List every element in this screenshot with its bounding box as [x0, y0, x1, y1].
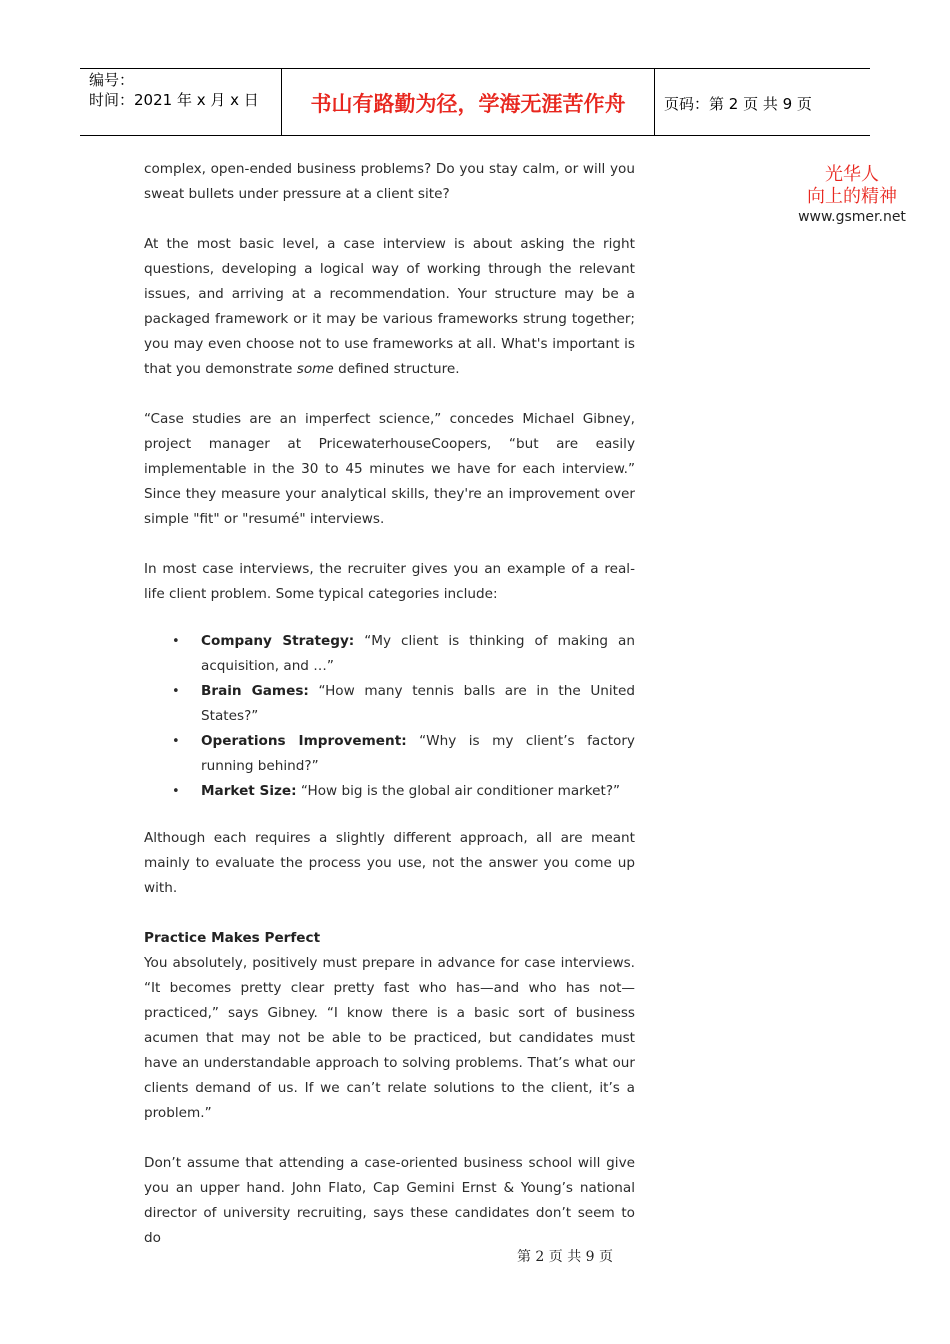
- page-footer: 第 2 页 共 9 页: [516, 1249, 614, 1265]
- list-item: [144, 729, 635, 779]
- bullet-icon: •: [172, 634, 180, 649]
- section-heading: Practice Makes Perfect: [144, 930, 321, 946]
- header-divider-right: [654, 68, 655, 136]
- header-motto: 书山有路勤为径，学海无涯苦作舟: [310, 91, 626, 116]
- paragraph-2-emphasis: some: [296, 361, 334, 377]
- list-item-term: Operations Improvement:: [201, 733, 407, 749]
- document-body: [144, 157, 635, 1251]
- brand-logo: [798, 164, 906, 226]
- list-item: [144, 779, 635, 804]
- list-item-text: “My client is thinking of making an acquisition, and …”: [201, 633, 635, 674]
- paragraph-4: In most case interviews, the recruiter gives you an example of a real-life client problem. Some typical categories include:: [144, 561, 635, 602]
- bullet-icon: •: [172, 734, 180, 749]
- date-label: 时间：2021 年 x 月 x 日: [89, 91, 259, 109]
- list-item: [144, 629, 635, 679]
- list-item-term: Brain Games:: [201, 683, 309, 699]
- brand-url: www.gsmer.net: [798, 209, 906, 225]
- paragraph-3: “Case studies are an imperfect science,” concedes Michael Gibney, project manager at PricewaterhouseCoopers, “but are easily implementable in the 30 to 45 minutes we have for each interview.” Since they measure your analytical skills, they're an improvement over simple "fit" or "resumé" interviews.: [144, 411, 635, 527]
- paragraph-1: complex, open-ended business problems? Do you stay calm, or will you sweat bullets under pressure at a client site?: [144, 161, 635, 202]
- list-item-text: “How big is the global air conditioner market?”: [296, 783, 621, 799]
- paragraph-2-text: At the most basic level, a case interview is about asking the right questions, developing a logical way of working through the relevant issues, and arriving at a recommendation. Your structure may be a packaged framework or it may be various frameworks strung together; you may even choose not to use frameworks at all. What's important is that you demonstrate: [144, 236, 635, 377]
- list-item-term: Market Size:: [201, 783, 297, 799]
- header-info: [89, 70, 259, 110]
- bullet-icon: •: [172, 784, 180, 799]
- header-bottom-rule: [80, 135, 870, 136]
- paragraph-2: [144, 232, 635, 382]
- list-item-text: “How many tennis balls are in the United States?”: [201, 683, 635, 724]
- paragraph-7: Don’t assume that attending a case-oriented business school will give you an upper hand. John Flato, Cap Gemini Ernst & Young’s national director of university recruiting, says these candidates don’t seem to do: [144, 1155, 635, 1246]
- paragraph-6: You absolutely, positively must prepare in advance for case interviews. “It becomes pretty clear pretty fast who has—and who has not—practiced,” says Gibney. “I know there is a basic sort of business acumen that may not be able to be practiced, but candidates must have an understandable approach to solving problems. That’s what our clients demand of us. If we can’t relate solutions to the client, it’s a problem.”: [144, 955, 635, 1121]
- header-page-label: 页码：第 2 页 共 9 页: [664, 95, 812, 113]
- category-list: [144, 629, 635, 804]
- brand-line-2: 向上的精神: [807, 186, 897, 207]
- paragraph-5: Although each requires a slightly different approach, all are meant mainly to evaluate the process you use, not the answer you come up with.: [144, 830, 635, 896]
- list-item-term: Company Strategy:: [201, 633, 355, 649]
- bullet-icon: •: [172, 684, 180, 699]
- serial-label: 编号：: [89, 71, 135, 89]
- paragraph-2-tail: defined structure.: [333, 361, 460, 377]
- header-top-rule: [80, 68, 870, 69]
- list-item-text: “Why is my client’s factory running behind?”: [201, 733, 635, 774]
- brand-line-1: 光华人: [825, 164, 879, 185]
- list-item: [144, 679, 635, 729]
